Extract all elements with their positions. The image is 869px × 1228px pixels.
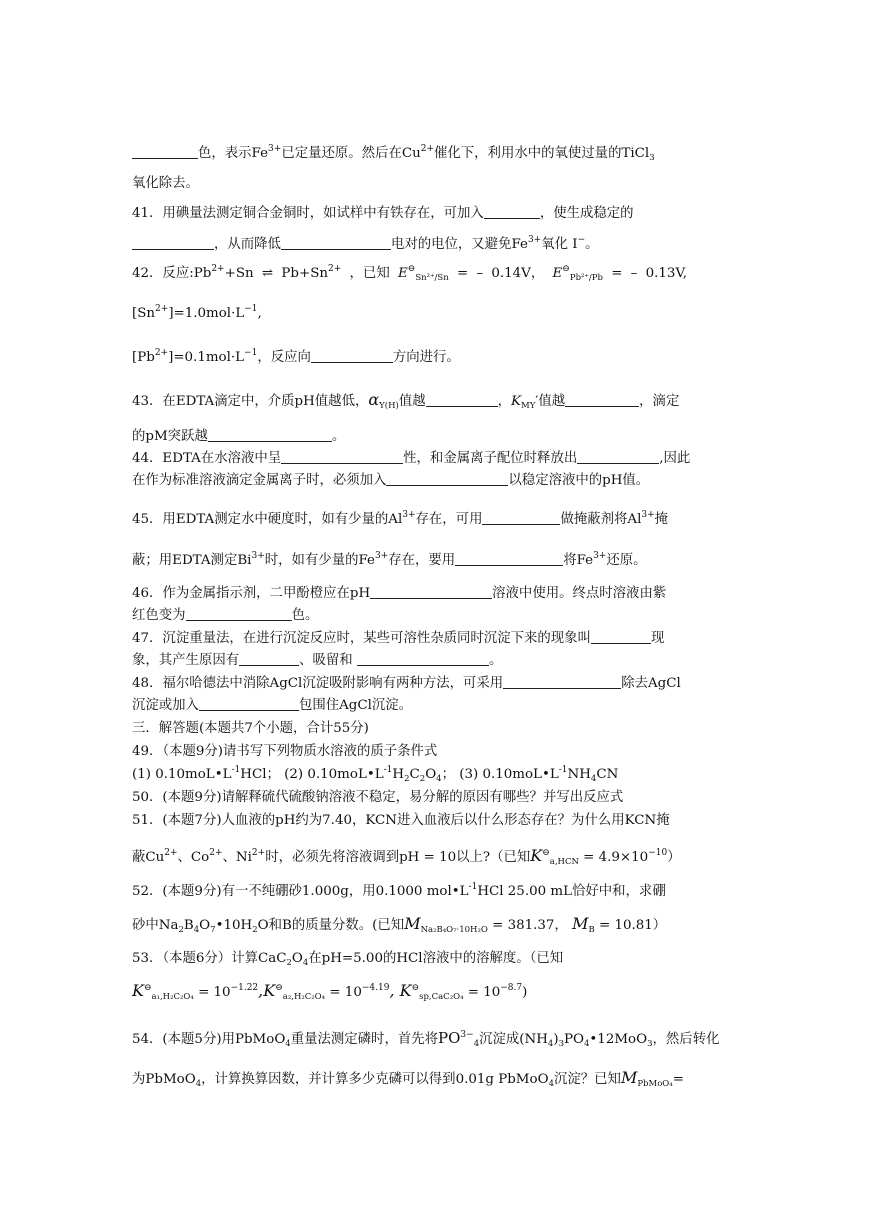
- line-40-cont: 色，表示$Fe^{3+}$已定量还原。然后在$Cu^{2+}$催化下，利用水中的氧使过量的TiCl$_3$: [132, 145, 740, 163]
- question-47-cont: 象，其产生原因有 、吸留和 。: [132, 653, 503, 668]
- question-48: 48．福尔哈德法中消除AgCl沉淀吸附影响有两种方法，可采用 除去AgCl: [132, 676, 681, 691]
- question-41: 41．用碘量法测定铜合金铜时，如试样中有铁存在，可加入 ，使生成稳定的: [132, 206, 634, 221]
- answer-blank[interactable]: [482, 512, 560, 525]
- question-53-constants: $K^⊖_{a_1,H_2C_2O_4} = 10^{-1.22},K^⊖_{a_2,H_2C_2O_4} = 10^{-4.19}$, $K^⊖_{sp,CaC_2O_4} = 10^{-8.7}$): [132, 981, 528, 1002]
- question-49-items: (1) $0.10moL•L^{-1}HCl$； (2) $0.10moL•L^{-1}H_2C_2O_4$； (3) $0.10moL•L^{-1}NH_4CN$: [132, 765, 619, 784]
- question-54: 54．(本题5分)用PbMoO$_4$重量法测定磷时，首先将$PO^{3-}_4$沉淀成$(NH_4)_3PO_4•12MoO_3$，然后转化: [132, 1029, 720, 1049]
- question-46-cont: 红色变为 色。: [132, 608, 319, 623]
- answer-blank[interactable]: [186, 608, 292, 621]
- question-46: 46．作为金属指示剂，二甲酚橙应在pH 溶液中使用。终点时溶液由紫: [132, 586, 667, 601]
- question-51: 51．(本题7分)人血液的pH约为7.40，KCN进入血液后以什么形态存在？为什么用KCN掩: [132, 813, 670, 828]
- answer-blank[interactable]: [455, 553, 563, 566]
- question-42-sn: $[Sn^{2+}]=1.0mol\cdot L^{-1}$,: [132, 304, 262, 321]
- question-53: 53．（本题6分）计算$CaC_2O_4$在pH=5.00的HCl溶液中的溶解度。（已知: [132, 951, 564, 968]
- question-52: 52．(本题9分)有一不纯硼砂1.000g，用0.1000 $mol•L^{-1}HCl$ 25.00 mL恰好中和，求硼: [132, 882, 666, 899]
- answer-blank[interactable]: [484, 206, 540, 219]
- question-43: 43．在EDTA滴定中，介质pH值越低，$\alpha_{Y(H)}$值越 ，$K_{MY}'$值越 ，滴定: [132, 390, 680, 411]
- question-45: 45．用EDTA测定水中硬度时，如有少量的$Al^{3+}$存在，可用 做掩蔽剂将$Al^{3+}$掩: [132, 510, 669, 527]
- question-43-cont: 的pM突跃越 。: [132, 429, 346, 444]
- answer-blank[interactable]: [132, 237, 214, 250]
- question-48-cont: 沉淀或加入 包围住AgCl沉淀。: [132, 698, 413, 713]
- answer-blank[interactable]: [591, 631, 651, 644]
- answer-blank[interactable]: [239, 653, 299, 666]
- question-52-cont: 砂中$Na_2B_4O_7•10H_2O$和B的质量分数。(已知$M_{Na_2B_4O_7\cdot 10H_2O} = 381.37$， $M_B = 10.81$）: [132, 914, 667, 935]
- question-42-pb: $[Pb^{2+}]=0.1mol\cdot L^{-1}$，反应向 方向进行。: [132, 348, 460, 365]
- question-54-cont: 为PbMoO$_4$，计算换算因数，并计算多少克磷可以得到0.01g PbMoO$_4$沉淀？已知$M_{PbMoO_4}=$: [132, 1068, 684, 1089]
- question-49: 49．（本题9分)请书写下列物质水溶液的质子条件式: [132, 744, 438, 759]
- question-42: 42．反应$:Pb^{2+}+Sn$ ⇌ $Pb+Sn^{2+}$ ，已知 $E^⊖_{Sn^{2+}/Sn}$ = – 0.14V， $E^⊖_{Pb^{2+}/Pb}$ = – 0.13V,: [132, 264, 688, 283]
- answer-blank[interactable]: [426, 394, 498, 407]
- section-3-heading: 三．解答题(本题共7个小题，合计55分): [132, 721, 369, 736]
- answer-blank[interactable]: [281, 451, 403, 464]
- question-50: 50．(本题9分)请解释硫代硫酸钠溶液不稳定，易分解的原因有哪些？并写出反应式: [132, 790, 624, 805]
- answer-blank[interactable]: [281, 237, 391, 250]
- equilibrium-arrow-icon: ⇌: [261, 266, 274, 281]
- question-41-cont: ，从而降低 电对的电位，又避免$Fe^{3+}$氧化 I−。: [132, 236, 740, 254]
- question-44-cont: 在作为标准溶液滴定金属离子时，必须加入 以稳定溶液中的pH值。: [132, 473, 650, 488]
- question-44: 44．EDTA在水溶液中呈 性，和金属离子配位时释放出 ,因此: [132, 451, 691, 466]
- answer-blank[interactable]: [565, 394, 639, 407]
- question-47: 47．沉淀重量法，在进行沉淀反应时，某些可溶性杂质同时沉淀下来的现象叫 现: [132, 631, 665, 646]
- answer-blank[interactable]: [577, 451, 659, 464]
- answer-blank[interactable]: [208, 429, 332, 442]
- answer-blank[interactable]: [199, 698, 299, 711]
- question-51-cont: 蔽$Cu^{2+}$、$Co^{2+}$、$Ni^{2+}$时，必须先将溶液调到pH = 10以上?（已知$K^⊖_{a,HCN} = 4.9\times 10^{-10}$）: [132, 846, 681, 867]
- answer-blank[interactable]: [132, 146, 198, 159]
- answer-blank[interactable]: [311, 350, 393, 363]
- answer-blank[interactable]: [386, 473, 508, 486]
- line-40-end: 氧化除去。: [132, 176, 199, 191]
- answer-blank[interactable]: [357, 653, 489, 666]
- answer-blank[interactable]: [370, 586, 492, 599]
- question-45-cont: 蔽；用EDTA测定$Bi^{3+}$时，如有少量的$Fe^{3+}$存在，要用 将$Fe^{3+}$还原。: [132, 551, 647, 568]
- answer-blank[interactable]: [503, 676, 621, 689]
